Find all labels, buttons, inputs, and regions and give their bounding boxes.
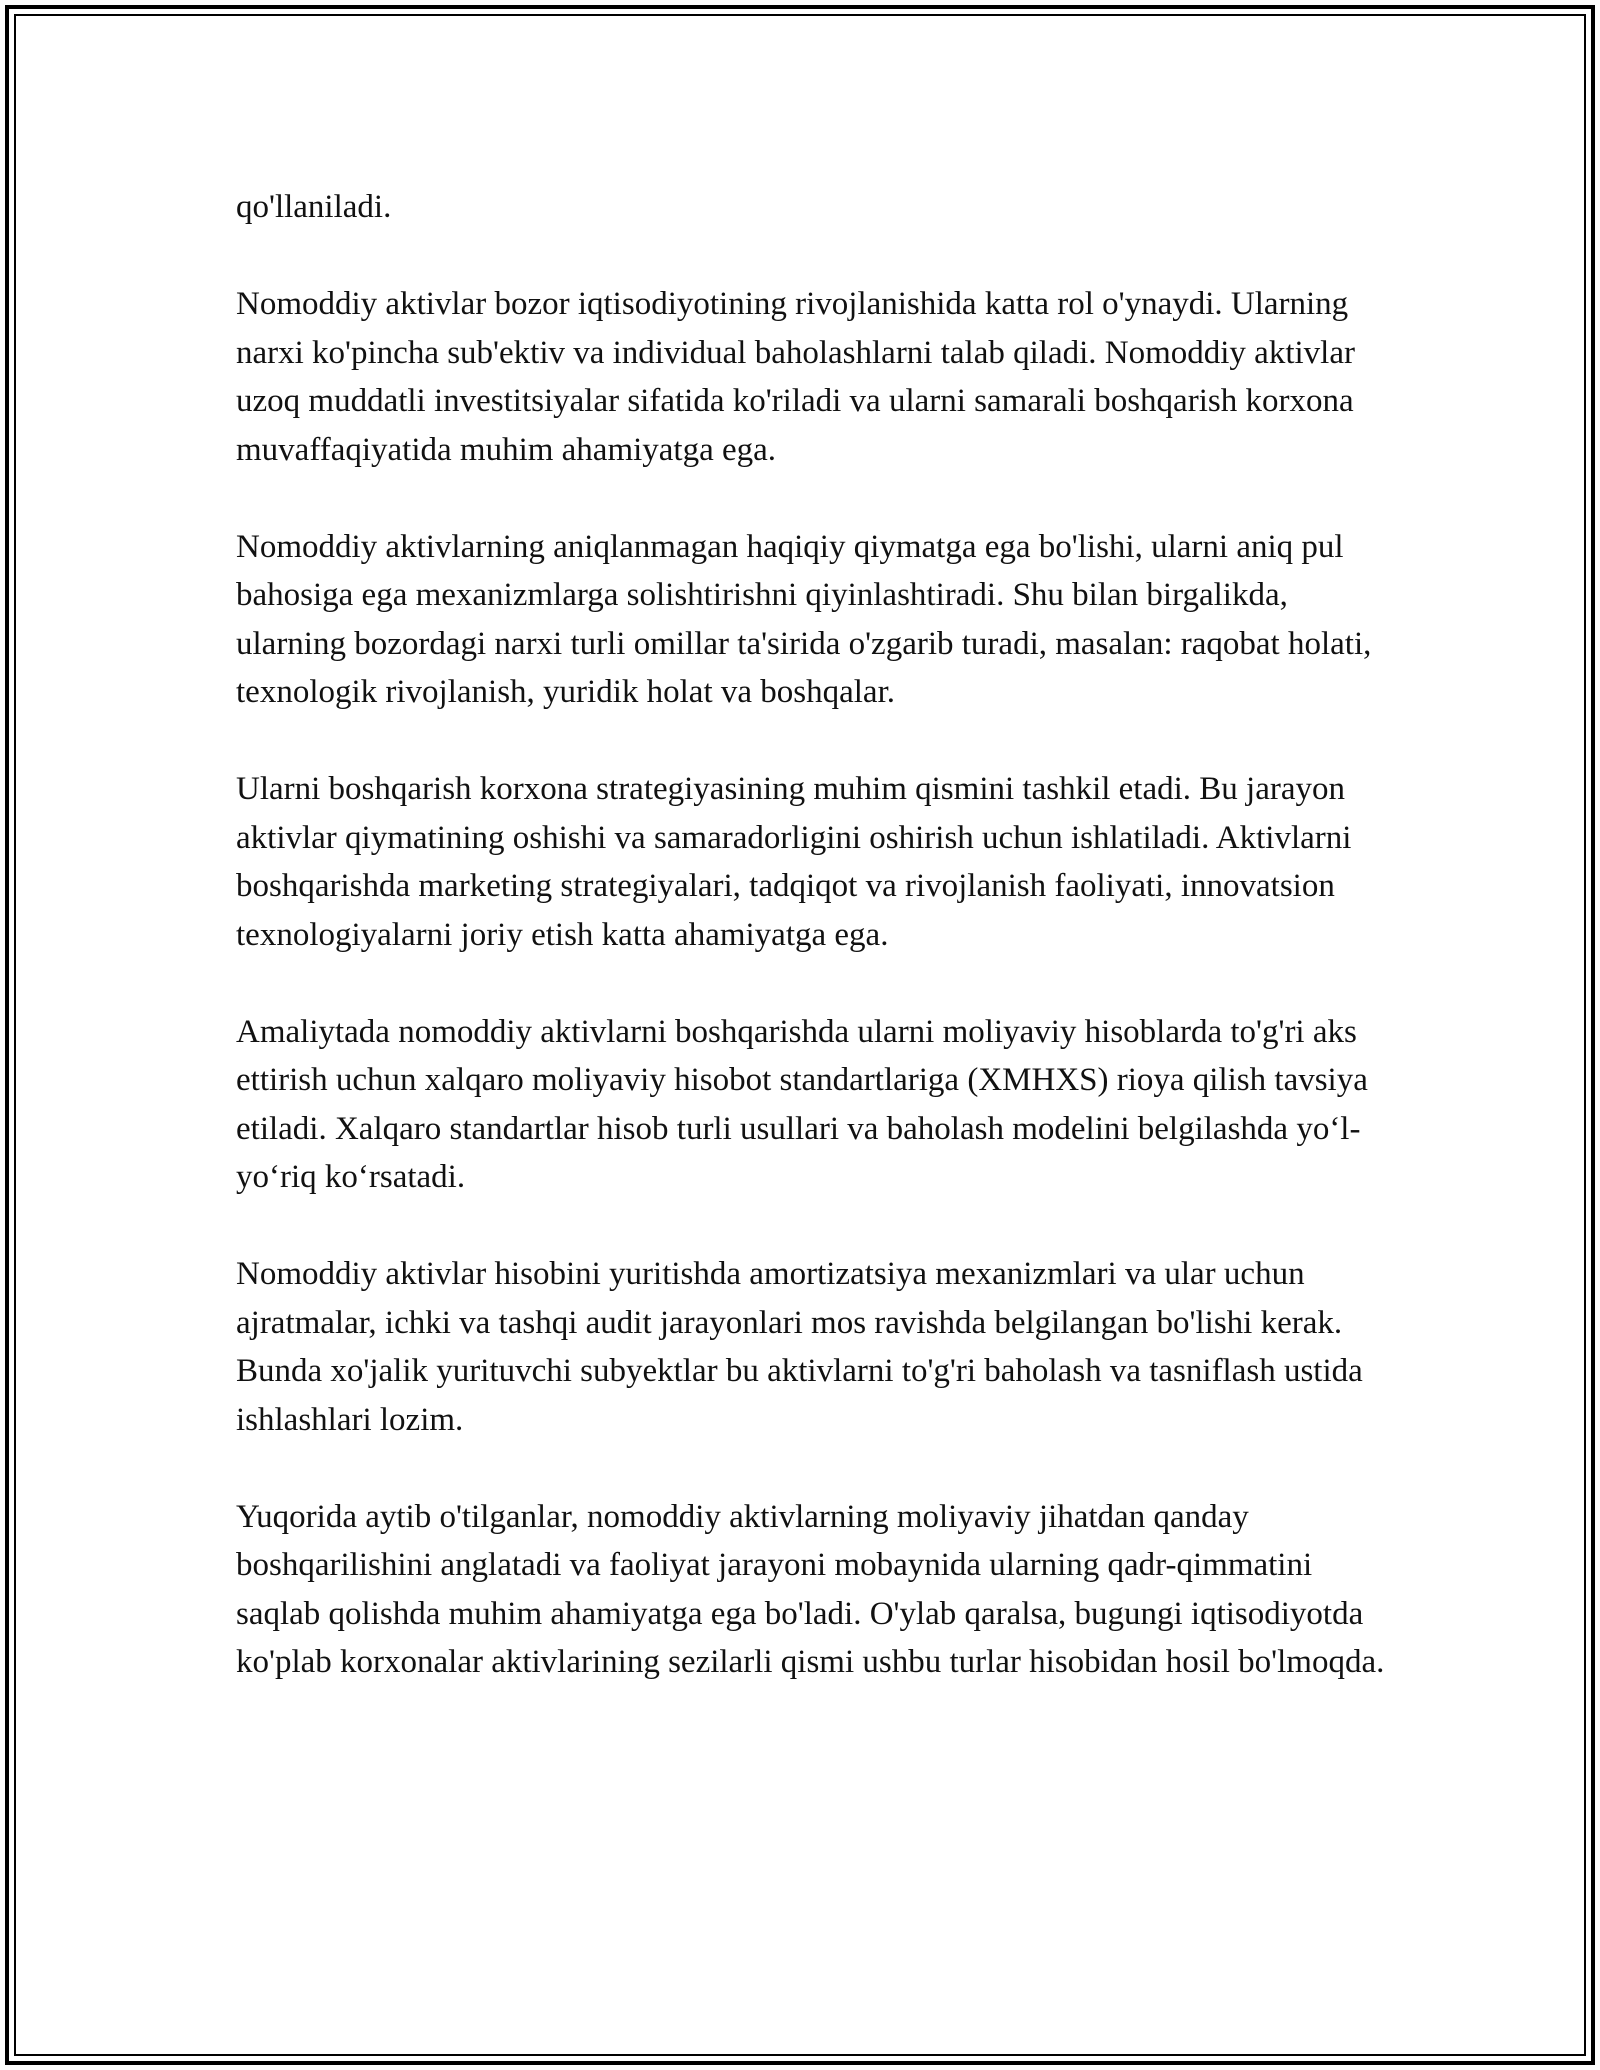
paragraph-international-standards: Amaliytada nomoddiy aktivlarni boshqarishda ularni moliyaviy hisoblarda to'g'ri aks ettirish uchun xalqaro moliyaviy hisobot standartlariga (XMHXS) rioya qilish tavsiya etiladi. Xalqaro standartlar hisob turli usullari va baholash modelini belgilashda yo‘l-yo‘riq ko‘rsatadi.	[236, 1013, 1368, 1195]
paragraph-intangible-assets-role: Nomoddiy aktivlar bozor iqtisodiyotining rivojlanishida katta rol o'ynaydi. Ularning narxi ko'pincha sub'ektiv va individual baholashlarni talab qiladi. Nomoddiy aktivlar uzoq muddatli investitsiyalar sifatida ko'riladi va ularni samarali boshqarish korxona muvaffaqiyatida muhim ahamiyatga ega.	[236, 286, 1355, 468]
paragraph-valuation-difficulty: Nomoddiy aktivlarning aniqlanmagan haqiqiy qiymatga ega bo'lishi, ularni aniq pul bahosiga ega mexanizmlarga solishtirishni qiyinlashtiradi. Shu bilan birgalikda, ularning bozordagi narxi turli omillar ta'sirida o'zgarib turadi, masalan: raqobat holati, texnologik rivojlanish, yuridik holat va boshqalar.	[236, 528, 1372, 710]
document-body	[236, 183, 1386, 1735]
paragraph-continuation: qo'llaniladi.	[236, 189, 392, 225]
paragraph-accounting-amortization: Nomoddiy aktivlar hisobini yuritishda amortizatsiya mexanizmlari va ular uchun ajratmalar, ichki va tashqi audit jarayonlari mos ravishda belgilangan bo'lishi kerak. Bunda xo'jalik yurituvchi subyektlar bu aktivlarni to'g'ri baholash va tasniflash ustida ishlashlari lozim.	[236, 1256, 1363, 1438]
paragraph-conclusion: Yuqorida aytib o'tilganlar, nomoddiy aktivlarning moliyaviy jihatdan qanday boshqarilishini anglatadi va faoliyat jarayoni mobaynida ularning qadr-qimmatini saqlab qolishda muhim ahamiyatga ega bo'ladi. O'ylab qaralsa, bugungi iqtisodiyotda ko'plab korxonalar aktivlarining sezilarli qismi ushbu turlar hisobidan hosil bo'lmoqda.	[236, 1498, 1385, 1680]
paragraph-management-strategy: Ularni boshqarish korxona strategiyasining muhim qismini tashkil etadi. Bu jarayon aktivlar qiymatining oshishi va samaradorligini oshirish uchun ishlatiladi. Aktivlarni boshqarishda marketing strategiyalari, tadqiqot va rivojlanish faoliyati, innovatsion texnologiyalarni joriy etish katta ahamiyatga ega.	[236, 771, 1352, 953]
